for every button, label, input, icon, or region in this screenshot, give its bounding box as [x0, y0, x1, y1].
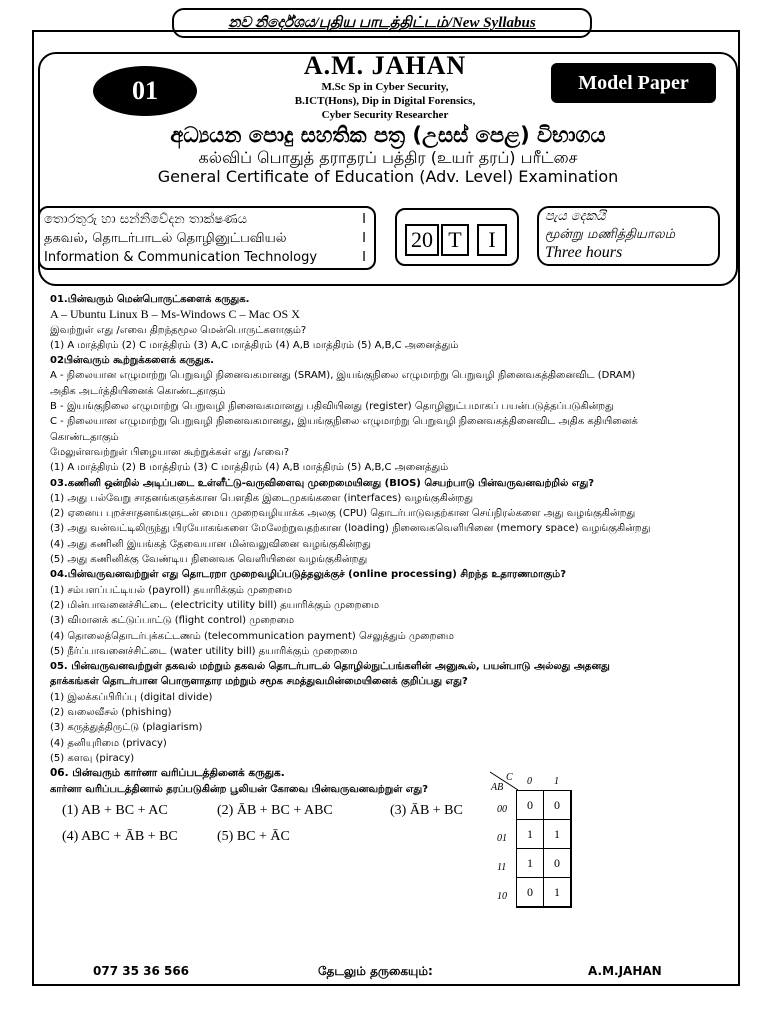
credential-line: B.ICT(Hons), Dip in Digital Forensics, [294, 95, 476, 107]
option-3: (3) ĀB + BC [390, 803, 463, 818]
question-heading: 06. பின்வரும் கார்னா வரிப்படத்தினைக் கருதுக. [50, 767, 285, 780]
kmap-row-var: AB [491, 782, 504, 793]
subject-part: I [362, 231, 366, 246]
model-paper-badge: Model Paper [551, 63, 716, 103]
subject-part: I [362, 212, 366, 227]
kmap-col-var: C [506, 772, 513, 783]
question-heading: 01.பின்வரும் மென்பொருட்களைக் கருதுக. [50, 294, 250, 305]
duration-sinhala: පැය දෙකයි [545, 209, 606, 224]
answer-option: (2) ஏனைய புறச்சாதனங்களுடன் மைய முறைவழியாக்க அலகு (CPU) தொடர்பாடுவதற்கான செய்நிரல்களை அது வழங்குகின்றது [50, 508, 636, 520]
subject-box [38, 206, 376, 270]
author-name: A.M. JAHAN [303, 51, 467, 80]
kmap-row-header: 01 [497, 833, 507, 844]
options-row [62, 824, 392, 850]
subject-line [44, 248, 370, 267]
option-5: (5) BC + ĀC [217, 829, 290, 844]
questions-body [50, 292, 730, 797]
answer-option: (2) மின்பாவனைச்சிட்டை (electricity utility bill) தயாரிக்கும் முறைமை [50, 599, 380, 611]
question-line: A - நிலையான எழுமாற்று பெறுவழி நினைவகமானது (SRAM), இயங்குநிலை எழுமாற்று பெறுவழி நினைவகத்தினைவிட (DRAM) [50, 370, 636, 382]
credential-line: M.Sc Sp in Cyber Security, [321, 81, 449, 93]
kmap-row-header: 00 [497, 804, 507, 815]
answer-option: (3) விமானக் கட்டுப்பாட்டு (flight control) முறைமை [50, 615, 295, 627]
boolean-options [62, 798, 463, 850]
subject-code-box [395, 208, 519, 266]
kmap-cell: 1 [544, 878, 571, 907]
kmap-cell: 0 [517, 878, 544, 907]
duration-box [537, 206, 720, 266]
paper-number: 01 [93, 66, 197, 116]
question-line: C - நிலையான எழுமாற்று பெறுவழி நினைவகமானது, இயங்குநிலை எழுமாற்று பெறுவழி நினைவகத்தினைவிட அதிக கதியினைக் [50, 416, 638, 428]
code-cell: T [441, 224, 469, 256]
option-4: (4) ABC + ĀB + BC [62, 829, 178, 844]
answer-option: (1) அது பல்வேறு சாதனங்களுக்கான பௌதிக இடைமுகங்களை (interfaces) வழங்குகின்றது [50, 492, 474, 504]
question-heading: 03.கணினி ஒன்றில் அடிப்படை உள்ளீட்டு-வருவிளைவு முறைமையினது (BIOS) செயற்பாடு பின்வருவனவற்றில் எது? [50, 477, 595, 489]
code-cell: 20 [405, 224, 439, 256]
kmap-grid [516, 790, 572, 908]
author-block [240, 52, 530, 122]
question-heading: கார்னா வரிப்படத்தினால் தரப்படுகின்ற பூலியன் கோவை பின்வருவனவற்றுள் எது? [50, 783, 429, 795]
answer-option: (3) கருத்துத்திருட்டு (plagiarism) [50, 722, 203, 734]
answer-option: (1) சம்பளப்பட்டியல் (payroll) தயாரிக்கும் முறைமை [50, 584, 293, 596]
kmap-row-header: 11 [497, 862, 507, 873]
answer-options: (1) A மாத்திரம் (2) B மாத்திரம் (3) C மாத்திரம் (4) A,B மாத்திரம் (5) A,B,C அனைத்தும் [50, 462, 449, 474]
exam-title-tamil: கல்விப் பொதுத் தராதரப் பத்திர (உயர் தரப்) பரீட்சை [198, 148, 578, 167]
answer-options: (1) A மாத்திரம் (2) C மாத்திரம் (3) A,C மாத்திரம் (4) A,B மாத்திரம் (5) A,B,C அனைத்தும் [50, 339, 459, 351]
code-cell: I [477, 224, 507, 256]
answer-option: (4) தனியுரிமை (privacy) [50, 737, 167, 749]
kmap-cell: 1 [517, 820, 544, 849]
kmap-cell: 0 [544, 791, 571, 820]
question-line: B - இயங்குநிலை எழுமாற்று பெறுவழி நினைவகமானது பதிவியினது (register) தொழினுட்பமாகப் பயன்படுத்தப்படுகின்றது [50, 401, 614, 413]
subject-name: තොරතුරු හා සන්නිවේදන තාක්ෂණය [44, 212, 247, 227]
duration-english: Three hours [545, 244, 623, 261]
answer-option: (4) தொலைத்தொடர்புக்கட்டணம் (telecommunication payment) செலுத்தும் முறைமை [50, 630, 454, 642]
subject-name: Information & Communication Technology [44, 250, 318, 265]
exam-title-sinhala: අධ්‍යයන පොදු සහතික පත්‍ර (උසස් පෙළ) විභාගය [170, 123, 606, 147]
subject-line [44, 210, 370, 229]
answer-option: (3) அது வன்வட்டிலிருந்து பிரயோகங்களை மேலேற்றுவதற்கான (loading) நினைவகவெளியினை (memory space) வழங்குகின்றது [50, 523, 651, 535]
option-2: (2) ĀB + BC + ABC [217, 803, 333, 818]
kmap-col-header: 0 [527, 776, 532, 787]
option-1: (1) AB + BC + AC [62, 803, 168, 818]
answer-option: (2) வலைவீசல் (phishing) [50, 707, 172, 719]
syllabus-banner: නව නිර්දේශය/புதிய பாடத்திட்டம்/New Syllabus [172, 8, 592, 38]
answer-option: (5) அது கணினிக்கு வேண்டிய நினைவக வெளியினை வழங்குகின்றது [50, 554, 368, 566]
kmap-cell: 1 [544, 820, 571, 849]
duration-tamil: மூன்று மணித்தியாலம் [545, 227, 676, 242]
subject-part: I [362, 250, 366, 265]
question-heading: 05. பின்வருவனவற்றுள் தகவல் மற்றும் தகவல் தொடர்பாடல் தொழில்நுட்பங்களின் அனுகூல், பயன்பாடு அல்லது அதனது [50, 661, 610, 673]
kmap-cell: 1 [517, 849, 544, 878]
question-line: கொண்டதாகும் [50, 431, 119, 443]
question-line: அதிக அடர்த்தியினைக் கொண்டதாகும் [50, 385, 226, 397]
kmap-row-header: 10 [497, 891, 507, 902]
footer-phone: 077 35 36 566 [93, 964, 190, 978]
credential-line: Cyber Security Researcher [321, 109, 449, 121]
subject-line [44, 229, 370, 248]
question-heading: தாக்கங்கள் தொடர்பான பொருளாதார மற்றும் சமூக சமத்துவமின்மையினைக் குறிப்பது எது? [50, 676, 468, 688]
kmap-cell: 0 [544, 849, 571, 878]
options-row [62, 798, 463, 824]
subject-name: தகவல், தொடர்பாடல் தொழினுட்பவியல் [44, 231, 287, 246]
answer-option: (4) அது கணினி இயங்கத் தேவையான மின்வலுவினை வழங்குகின்றது [50, 538, 371, 550]
question-heading: 02பின்வரும் கூற்றுக்களைக் கருதுக. [50, 355, 214, 367]
kmap-cell: 0 [517, 791, 544, 820]
question-line: இவற்றுள் எது /எவை திறந்தமூல மென்பொருட்களாகும்? [50, 324, 307, 336]
answer-option: (1) இலக்கப்பிரிப்பு (digital divide) [50, 691, 213, 703]
kmap-col-header: 1 [554, 776, 559, 787]
question-line: A – Ubuntu Linux B – Ms-Windows C – Mac OS X [50, 307, 300, 322]
footer-author: A.M.JAHAN [588, 964, 662, 978]
answer-option: (5) நீர்ப்பாவனைச்சிட்டை (water utility bill) தயாரிக்கும் முறைமை [50, 645, 358, 657]
question-line: மேலுள்ளவற்றுள் பிழையான கூற்றுக்கள் எது /எவை? [50, 446, 290, 458]
footer-middle: தேடலும் தருகையும்: [318, 964, 433, 978]
answer-option: (5) களவு (piracy) [50, 752, 135, 764]
question-heading: 04.பின்வருவனவற்றுள் எது தொடரறா முறைவழிப்படுத்தலுக்குச் (online processing) சிறந்த உதாரணமாகும்? [50, 569, 566, 581]
exam-title-english: General Certificate of Education (Adv. Level) Examination [157, 167, 619, 186]
